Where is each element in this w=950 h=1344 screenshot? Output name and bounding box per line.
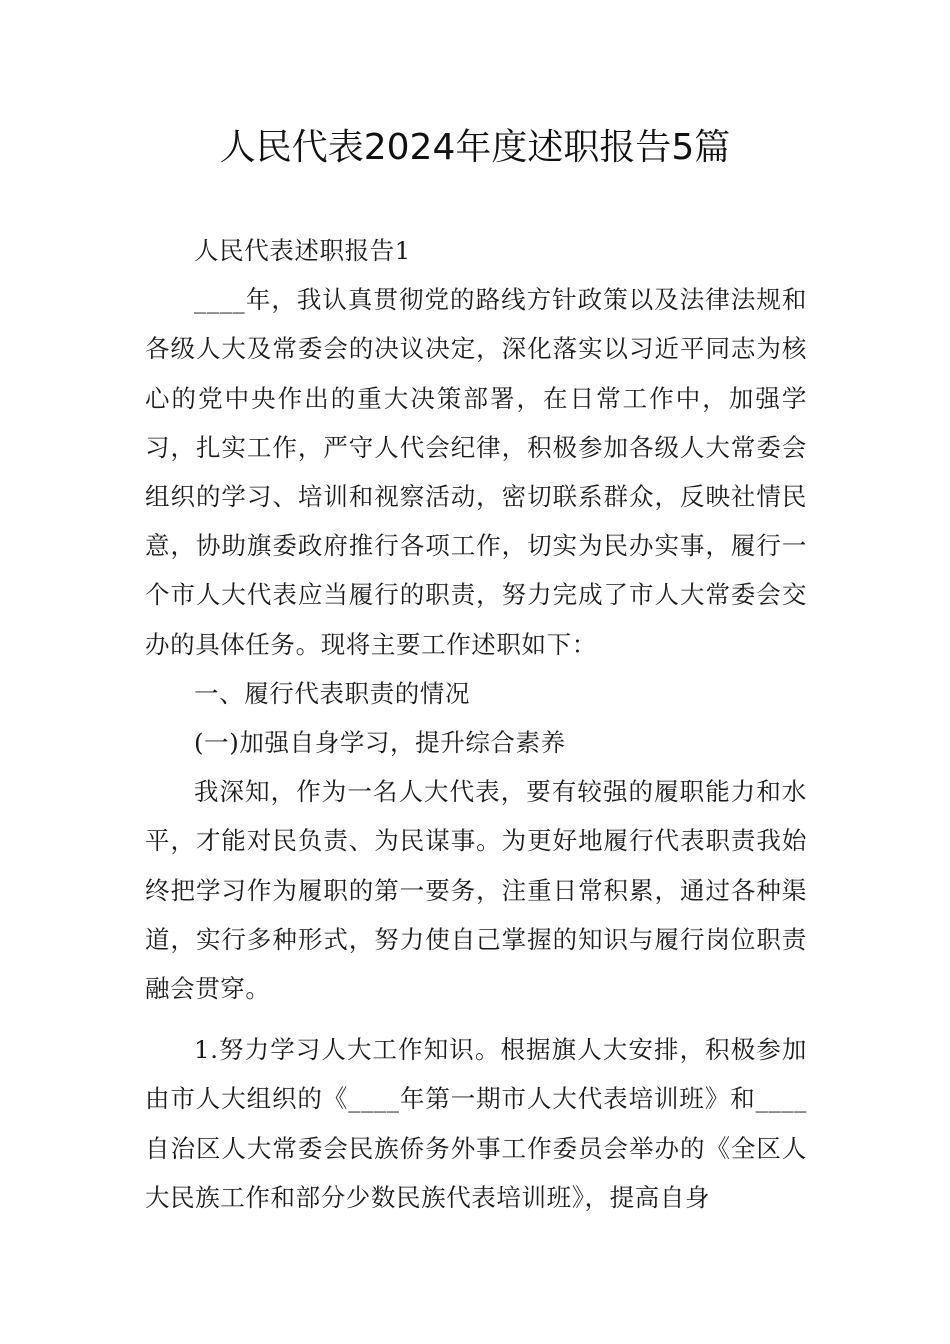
paragraph-study: 我深知，作为一名人大代表，要有较强的履职能力和水平，才能对民负责、为民谋事。为更好地履行代表职责我始终把学习作为履职的第一要务，注重日常积累，通过各种渠道，实行多种形式，努力使自己掌握的知识与履行岗位职责融会贯穿。 <box>145 777 807 1004</box>
subsection-heading-study: (一)加强自身学习，提升综合素养 <box>194 728 566 758</box>
section-heading-duties: 一、履行代表职责的情况 <box>194 678 471 708</box>
section-heading-report-1: 人民代表述职报告1 <box>194 236 411 265</box>
paragraph-intro: ____年，我认真贯彻党的路线方针政策以及法律法规和各级人大及常委会的决议决定，深化落实以习近平同志为核心的党中央作出的重大决策部署，在日常工作中，加强学习，扎实工作，严守人代会纪律，积极参加各级人大常委会组织的学习、培训和视察活动，密切联系群众，反映社情民意，协助旗委政府推行各项工作，切实为民办实事，履行一个市人大代表应当履行的职责，努力完成了市人大常委会交办的具体任务。现将主要工作述职如下： <box>145 285 807 659</box>
paragraph-item-1: 1.努力学习人大工作知识。根据旗人大安排，积极参加由市人大组织的《____年第一期市人大代表培训班》和____自治区人大常委会民族侨务外事工作委员会举办的《全区人大民族工作和部分少数民族代表培训班》，提高自身 <box>145 1035 807 1212</box>
document-title: 人民代表2024年度述职报告5篇 <box>219 127 731 168</box>
document-body <box>145 226 807 1222</box>
